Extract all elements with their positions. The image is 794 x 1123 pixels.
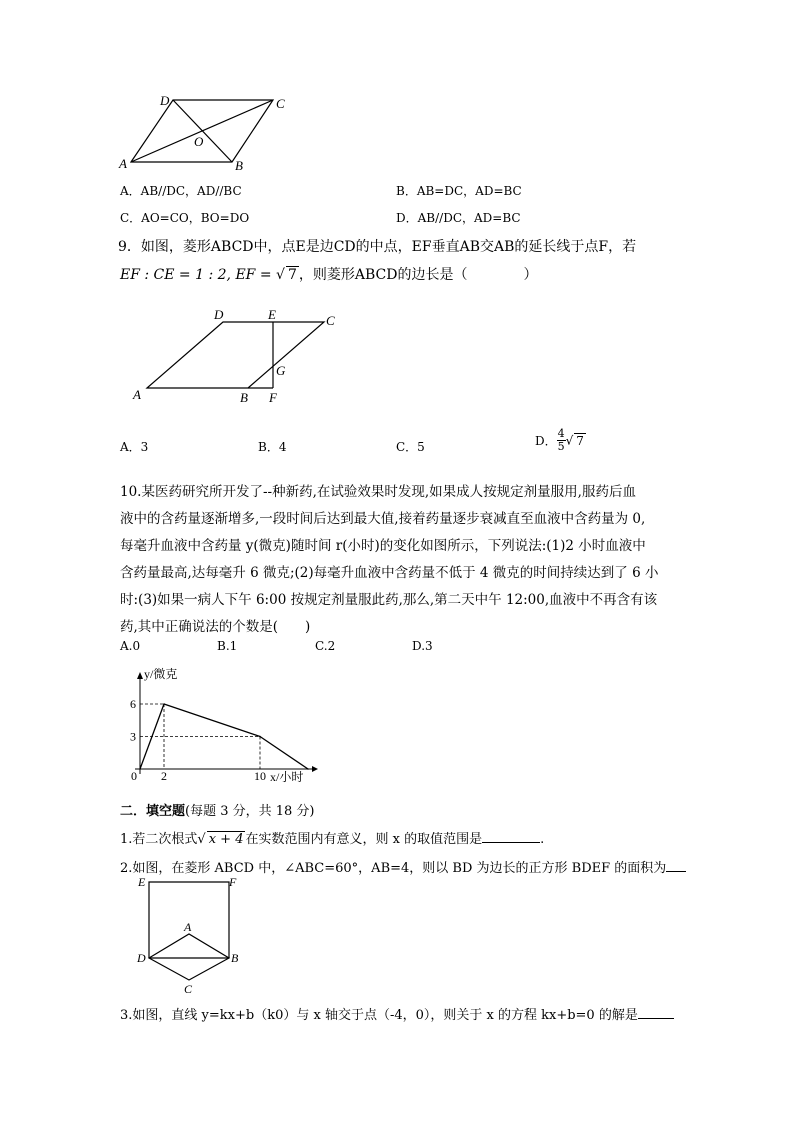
data-point [307,768,309,770]
sqrt-radical-icon: √ [197,832,206,847]
series-segment [164,704,260,737]
data-point [259,736,261,738]
label-B: B [240,390,248,405]
fill1-question [120,828,544,847]
q9-option-d-sqrt: 7 [576,434,584,448]
label-O: O [194,134,204,149]
fill2-text: 2.如图，在菱形 ABCD 中，∠ABC=60°，AB=4，则以 BD 为边长的正方形 BDEF 的面积为 [120,861,667,876]
parallelogram-figure [110,90,300,175]
sqrt-radical-icon: √ [565,433,574,448]
label-A: A [133,387,141,402]
label-A: A [119,156,127,171]
q9-line2 [120,264,537,284]
q9-option-b[interactable]: B．4 [258,440,287,454]
q10-line1: 10.某医药研究所开发了--种新药,在试验效果时发现,如果成人按规定剂量服用,服药后血 [120,484,636,500]
data-point [163,703,165,705]
fill3-question [120,1004,674,1023]
fraction-denominator: 5 [557,440,565,453]
q9-option-d[interactable] [535,428,586,453]
square-rhombus-figure [135,872,245,997]
q9-option-d-prefix: D． [535,434,557,448]
q10-option-d[interactable]: D.3 [412,639,433,653]
label-B: B [231,951,239,965]
chart-ylabel: y/微克 [144,667,178,681]
q9-option-a[interactable]: A．3 [120,440,149,454]
chart-series [139,703,309,770]
label-E: E [268,307,276,322]
sqrt-radical-icon: √ [276,267,285,283]
q10-line6: 药,其中正确说法的个数是( ) [120,619,311,635]
x-tick-label: 10 [254,769,266,783]
q10-line2: 液中的含药量逐渐增多,一段时间后达到最大值,接着药量逐步衰减直至血液中含药量为 0, [120,511,646,527]
q9-option-c[interactable]: C．5 [396,440,425,454]
q10-option-b[interactable]: B.1 [217,639,238,653]
q8-option-c[interactable]: C．AO=CO，BO=DO [120,211,250,225]
q8-option-d[interactable]: D．AB//DC，AD=BC [396,211,521,225]
label-G: G [276,363,286,378]
label-C: C [184,982,193,996]
data-point [139,768,141,770]
drug-concentration-chart [120,665,320,785]
q10-line4: 含药量最高,达每毫升 6 微克;(2)每毫升血液中含药量不低于 4 微克的时间持续达到了 6 小 [120,565,659,581]
q10-line3: 每毫升血液中含药量 y(微克)随时间 r(小时)的变化如图所示，下列说法:(1)2 小时血液中 [120,538,646,554]
chart-guides [140,704,260,769]
q10-option-c[interactable]: C.2 [315,639,336,653]
chart-xlabel: x/小时 [270,770,304,784]
y-tick-label: 6 [130,697,136,711]
label-C: C [326,313,335,328]
fill1-answer-blank[interactable] [482,830,540,843]
section-title [120,800,315,819]
label-D: D [160,93,170,108]
chart-axes [135,672,318,774]
fill3-text: 3.如图，直线 y=kx+b（k0）与 x 轴交于点（-4，0），则关于 x 的方程 kx+b=0 的解是 [120,1008,638,1023]
label-F: F [229,875,237,889]
q9-option-d-fraction [557,428,566,453]
fraction-numerator: 4 [557,427,565,440]
q8-option-b[interactable]: B．AB=DC，AD=BC [396,184,522,198]
series-segment [260,737,308,770]
x-tick-label: 0 [131,769,137,783]
q9-line1: 9．如图，菱形ABCD中，点E是边CD的中点，EF垂直AB交AB的延长线于点F，若 [118,239,637,255]
label-E: E [138,875,146,889]
fill3-answer-blank[interactable] [638,1006,674,1019]
label-F: F [269,390,277,405]
label-C: C [276,96,285,111]
x-axis-arrow-icon [312,766,318,772]
q9-ratio: EF : CE = 1 : 2, EF = [120,267,277,283]
q8-option-a[interactable]: A．AB//DC，AD//BC [120,184,242,198]
fill1-radicand: x + 4 [208,832,244,847]
fill1-prefix: 1.若二次根式 [120,832,198,847]
label-A: A [184,920,192,934]
fill1-end: . [540,832,545,847]
section-title-rest: (每题 3 分，共 18 分) [185,804,315,819]
q10-line5: 时:(3)如果一病人下午 6:00 按规定剂量服此药,那么,第二天中午 12:00,血液中不再含有该 [120,592,658,608]
y-tick-label: 3 [130,729,136,744]
label-D: D [214,307,224,322]
fill2-answer-blank[interactable] [666,859,686,872]
y-axis-arrow-icon [137,672,143,679]
rhombus-figure-q9 [128,305,348,405]
q9-question: ，则菱形ABCD的边长是（ ） [298,267,538,283]
label-D: D [137,951,146,965]
x-tick-label: 2 [161,769,167,783]
label-B: B [235,158,243,173]
q9-sqrt-value: 7 [287,267,297,283]
fill1-suffix: 在实数范围内有意义，则 x 的取值范围是 [245,832,483,847]
q10-option-a[interactable]: A.0 [120,639,141,653]
section-title-bold: 二．填空题 [120,804,186,819]
